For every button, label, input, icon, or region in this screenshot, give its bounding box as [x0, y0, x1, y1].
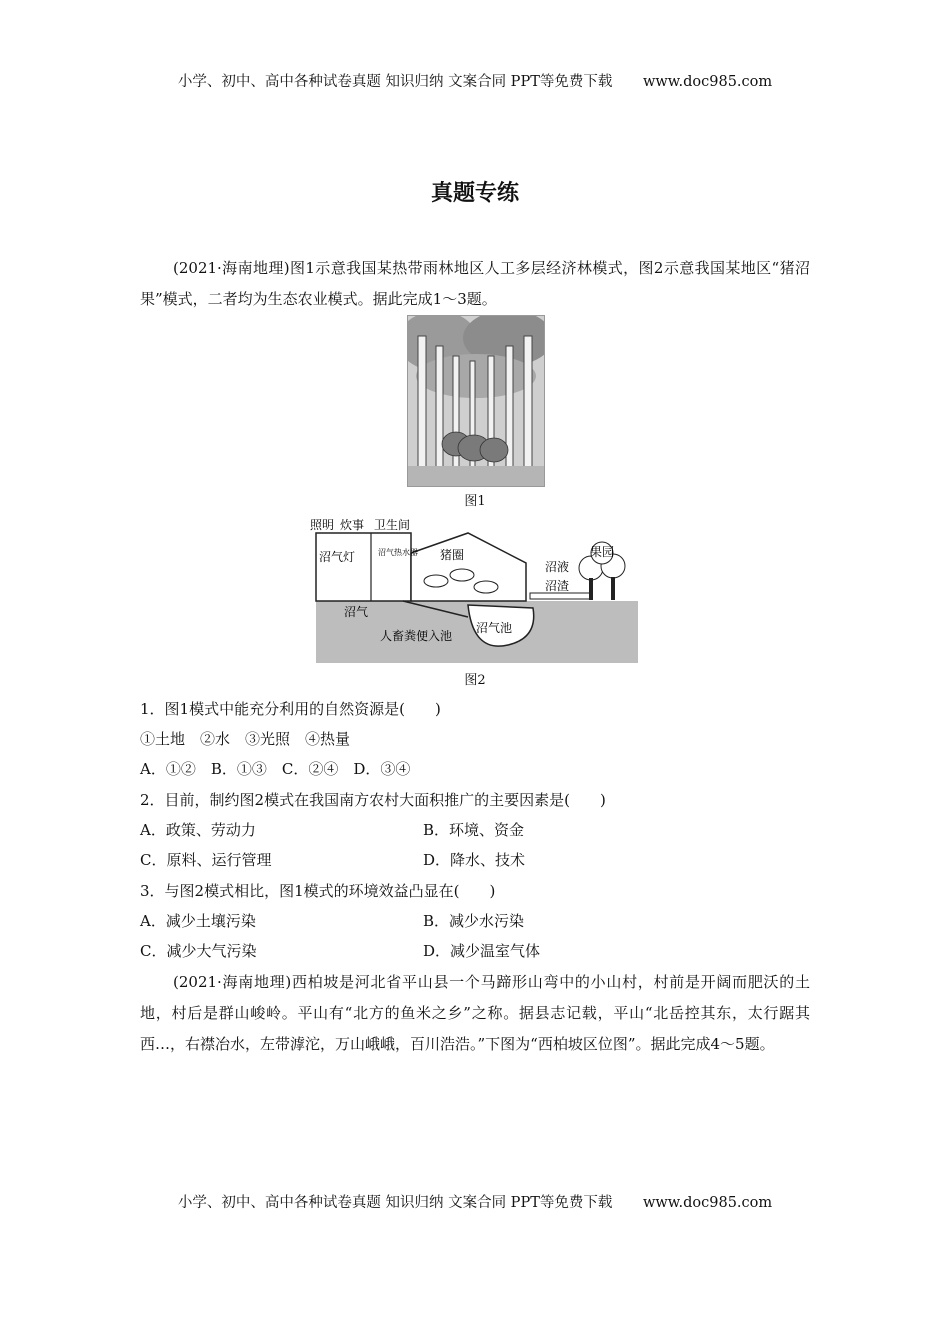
question-3-option-d: D．减少温室气体	[423, 942, 541, 960]
label-biogas: 沼气	[344, 605, 369, 619]
page-header	[0, 70, 950, 91]
label-digester: 沼气池	[476, 621, 513, 635]
intro-paragraph-1: (2021·海南地理)图1示意我国某热带雨林地区人工多层经济林模式，图2示意我国某地区“猪沼果”模式，二者均为生态农业模式。据此完成1～3题。	[140, 259, 810, 308]
question-3-option-a: A．减少土壤污染	[140, 912, 256, 930]
label-toilet: 卫生间	[374, 518, 411, 532]
label-residue: 沼渣	[545, 579, 570, 593]
question-1-options: A．①② B．①③ C．②④ D．③④	[140, 760, 411, 778]
figure-2-diagram	[308, 513, 640, 663]
label-water-heater: 沼气热水器	[378, 548, 418, 557]
label-biogas-lamp: 沼气灯	[319, 550, 356, 564]
figure-1-image	[407, 315, 545, 487]
question-2-stem: 2．目前，制约图2模式在我国南方农村大面积推广的主要因素是( )	[140, 791, 606, 809]
footer-text: 小学、初中、高中各种试卷真题 知识归纳 文案合同 PPT等免费下载	[177, 1195, 613, 1211]
label-cooking: 炊事	[340, 518, 365, 532]
question-3-option-b: B．减少水污染	[423, 912, 525, 930]
question-3-option-c: C．减少大气污染	[140, 942, 257, 960]
label-orchard: 果园	[590, 545, 615, 559]
page-title: 真题专练	[430, 181, 519, 206]
question-2-option-c: C．原料、运行管理	[140, 851, 272, 869]
page-footer	[0, 1191, 950, 1212]
label-manure: 人畜粪便入池	[380, 629, 453, 643]
question-2-option-b: B．环境、资金	[423, 821, 525, 839]
question-2-option-a: A．政策、劳动力	[140, 821, 256, 839]
rainforest-illustration	[408, 316, 544, 486]
question-3-stem: 3．与图2模式相比，图1模式的环境效益凸显在( )	[140, 882, 496, 900]
biogas-system-diagram	[308, 513, 640, 663]
label-lighting: 照明	[310, 518, 335, 532]
question-1-sub: ①土地 ②水 ③光照 ④热量	[140, 730, 351, 748]
question-2-option-d: D．降水、技术	[423, 851, 526, 869]
question-1-stem: 1．图1模式中能充分利用的自然资源是( )	[140, 700, 441, 718]
figure-2-caption: 图2	[464, 673, 486, 688]
header-site: www.doc985.com	[642, 74, 773, 90]
label-slurry: 沼液	[545, 560, 570, 574]
footer-site: www.doc985.com	[642, 1195, 773, 1211]
intro-paragraph-2: (2021·海南地理)西柏坡是河北省平山县一个马蹄形山弯中的小山村，村前是开阔而肥沃的土地，村后是群山峻岭。平山有“北方的鱼米之乡”之称。据县志记载，平山“北岳控其东，太行踞其西…，右襟冶水，左带滹沱，万山峨峨，百川浩浩。”下图为“西柏坡区位图”。据此完成4～5题。	[140, 973, 810, 1053]
figure-1-caption: 图1	[464, 494, 486, 509]
label-pigsty: 猪圈	[440, 548, 465, 562]
header-text: 小学、初中、高中各种试卷真题 知识归纳 文案合同 PPT等免费下载	[177, 74, 613, 90]
